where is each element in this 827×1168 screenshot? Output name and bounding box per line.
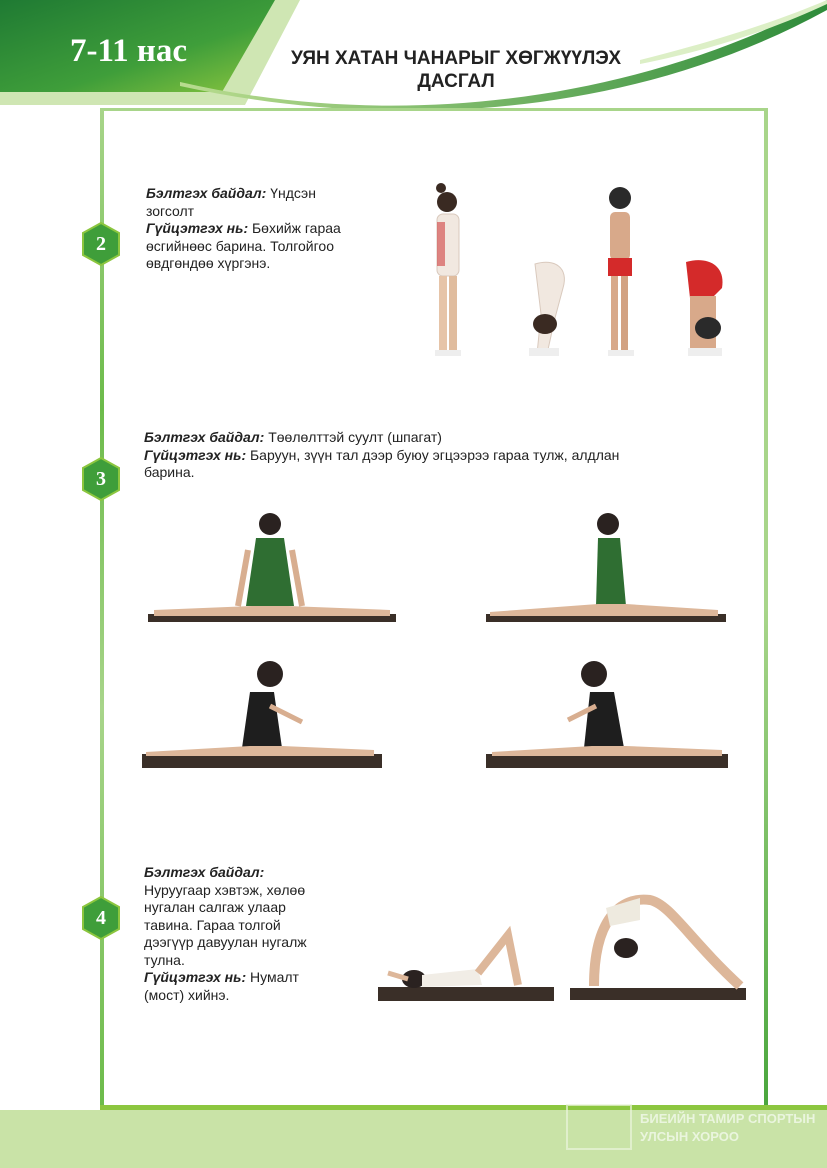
perform-label: Гүйцэтгэх нь: [144,446,247,463]
exercise-number-3: 3 [96,468,106,490]
exercise-number-4: 4 [96,907,106,929]
start-text: Нуруугаар хэвтэж, хөлөө [144,881,306,898]
photo-girl-standing [425,182,475,360]
watermark-line1: БИЕИЙН ТАМИР СПОРТЫН [640,1111,816,1126]
exercise-number-badge-4 [81,896,121,940]
photo-split-arms-back-right [486,658,728,772]
start-text: тулна. [144,951,185,968]
exercise-number-badge-2 [81,222,121,266]
perform-text: Нумалт [246,969,299,985]
exercise-4-description [144,864,364,1004]
frame-top [100,108,768,111]
start-text: тавина. Гараа толгой [144,916,281,933]
perform-text: өсгийнөөс барина. Толгойгоо [146,237,334,254]
perform-text: Баруун, зүүн тал дээр буюу эгцээрээ гараа тулж, алдлан [246,446,620,463]
age-badge: 7-11 нас [70,33,188,69]
perform-label: Гүйцэтгэх нь: [144,969,247,985]
start-text: нугалан салгаж улаар [144,899,286,915]
exercise-2-description [146,185,396,273]
start-label: Бэлтгэх байдал: [146,185,267,201]
photo-split-front-green [148,510,396,626]
start-text: зогсолт [146,202,195,219]
start-text: дээгүүр давуулан нугалж [144,934,307,950]
perform-text: (мост) хийнэ. [144,986,230,1003]
watermark-line2: УЛСЫН ХОРОО [640,1129,739,1144]
page-title-line2: ДАСГАЛ [417,71,495,92]
photo-bridge [570,890,746,1002]
watermark-text [640,1110,815,1146]
photo-split-arms-back-left [142,658,382,772]
page-title [238,47,674,93]
perform-text: барина. [144,464,195,480]
exercise-3-description [144,429,744,482]
photo-lying-knees-bent [378,925,554,1003]
photo-boy-standing [598,182,642,360]
photo-boy-bending [676,258,736,360]
perform-text: Бөхийж гараа [248,220,341,236]
perform-label: Гүйцэтгэх нь: [146,220,249,236]
start-label: Бэлтгэх байдал: [144,429,265,445]
start-text: Үндсэн [266,185,316,201]
frame-right [764,108,768,1108]
photo-girl-bending [515,258,575,360]
start-label: Бэлтгэх байдал: [144,864,265,880]
exercise-number-badge-3 [81,457,121,501]
perform-text: өвдгөндөө хүргэнэ. [146,255,271,271]
photo-split-side-green [486,510,726,626]
start-text: Төөлөлттэй суулт (шпагат) [264,429,442,445]
exercise-number-2: 2 [96,233,106,255]
watermark-logo [566,1104,632,1150]
page-title-line1: УЯН ХАТАН ЧАНАРЫГ ХӨГЖҮҮЛЭХ [291,48,621,69]
